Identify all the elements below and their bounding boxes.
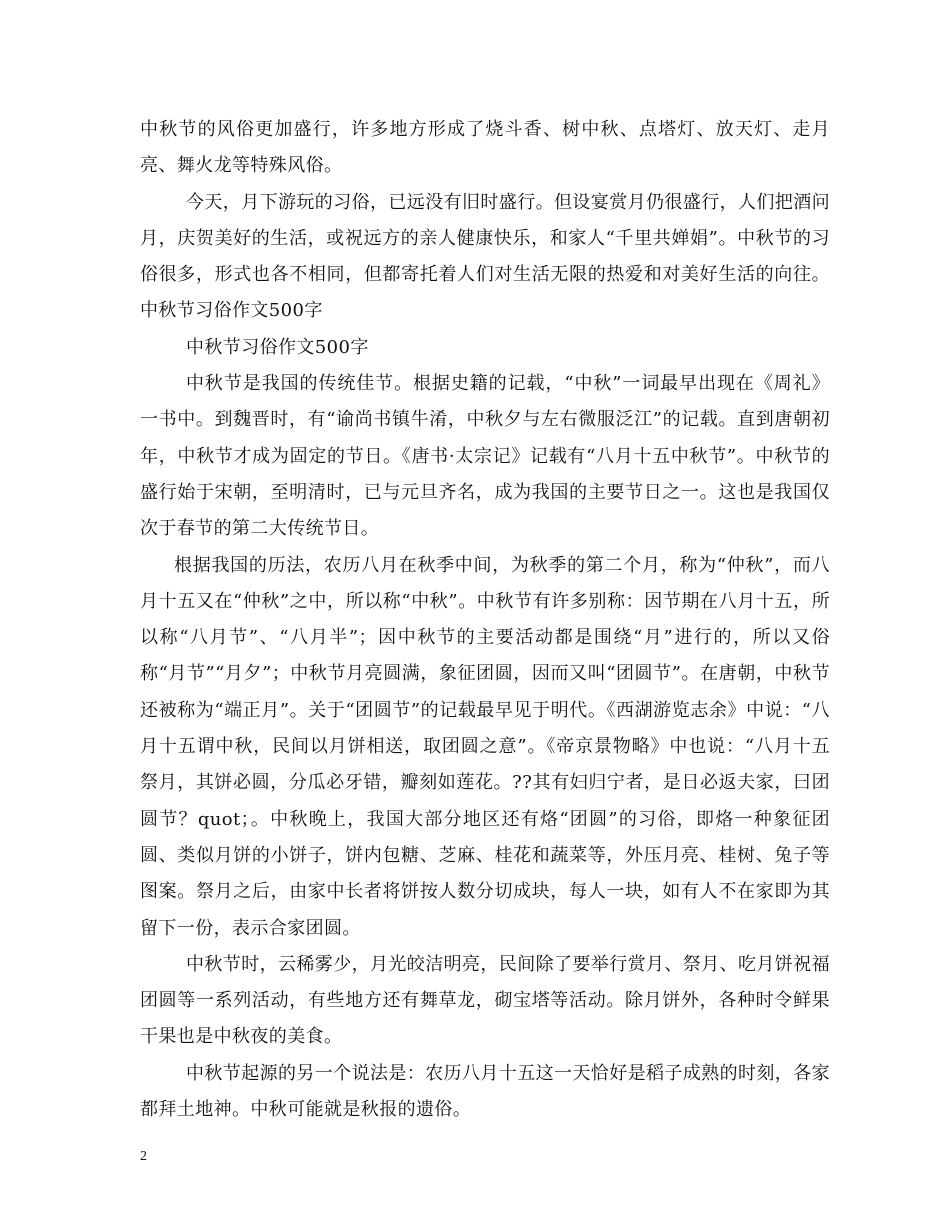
paragraph-7: 中秋节起源的另一个说法是：农历八月十五这一天恰好是稻子成熟的时刻，各家都拜土地神。中秋可能就是秋报的遗俗。 (140, 1062, 830, 1121)
paragraph-3: 中秋节习俗作文500字 (186, 336, 369, 358)
paragraph-5: 根据我国的历法，农历八月在秋季中间，为秋季的第二个月，称为“仲秋”，而八月十五又在“仲秋”之中，所以称“中秋”。中秋节有许多别称：因节期在八月十五，所以称“八月节”、“八月半”；因中秋节的主要活动都是围绕“月”进行的，所以又俗称“月节”“月夕”；中秋节月亮圆满，象征团圆，因而又叫“团圆节”。在唐朝，中秋节还被称为“端正月”。关于“团圆节”的记载最早见于明代。《西湖游览志余》中说：“八月十五谓中秋，民间以月饼相送，取团圆之意”。《帝京景物略》中也说：“八月十五祭月，其饼必圆，分瓜必牙错，瓣刻如莲花。??其有妇归宁者，是日必返夫家，曰团圆节？quot；。中秋晚上，我国大部分地区还有烙“团圆”的习俗，即烙一种象征团圆、类似月饼的小饼子，饼内包糖、芝麻、桂花和蔬菜等，外压月亮、桂树、兔子等图案。祭月之后，由家中长者将饼按人数分切成块，每人一块，如有人不在家即为其留下一份，表示合家团圆。 (140, 554, 830, 939)
paragraph-2: 今天，月下游玩的习俗，已远没有旧时盛行。但设宴赏月仍很盛行，人们把酒问月，庆贺美好的生活，或祝远方的亲人健康快乐，和家人“千里共婵娟”。中秋节的习俗很多，形式也各不相同，但都寄托着人们对生活无限的热爱和对美好生活的向往。中秋节习俗作文500字 (140, 191, 830, 322)
page-number: 2 (140, 1149, 147, 1164)
paragraph-6: 中秋节时，云稀雾少，月光皎洁明亮，民间除了要举行赏月、祭月、吃月饼祝福团圆等一系列活动，有些地方还有舞草龙，砌宝塔等活动。除月饼外，各种时令鲜果干果也是中秋夜的美食。 (140, 953, 830, 1048)
paragraph-4: 中秋节是我国的传统佳节。根据史籍的记载，“中秋”一词最早出现在《周礼》一书中。到魏晋时，有“谕尚书镇牛淆，中秋夕与左右微服泛江”的记载。直到唐朝初年，中秋节才成为固定的节日。《唐书·太宗记》记载有“八月十五中秋节”。中秋节的盛行始于宋朝，至明清时，已与元旦齐名，成为我国的主要节日之一。这也是我国仅次于春节的第二大传统节日。 (140, 373, 830, 540)
body-text (140, 112, 830, 1128)
paragraph-1: 中秋节的风俗更加盛行，许多地方形成了烧斗香、树中秋、点塔灯、放天灯、走月亮、舞火龙等特殊风俗。 (140, 119, 830, 177)
